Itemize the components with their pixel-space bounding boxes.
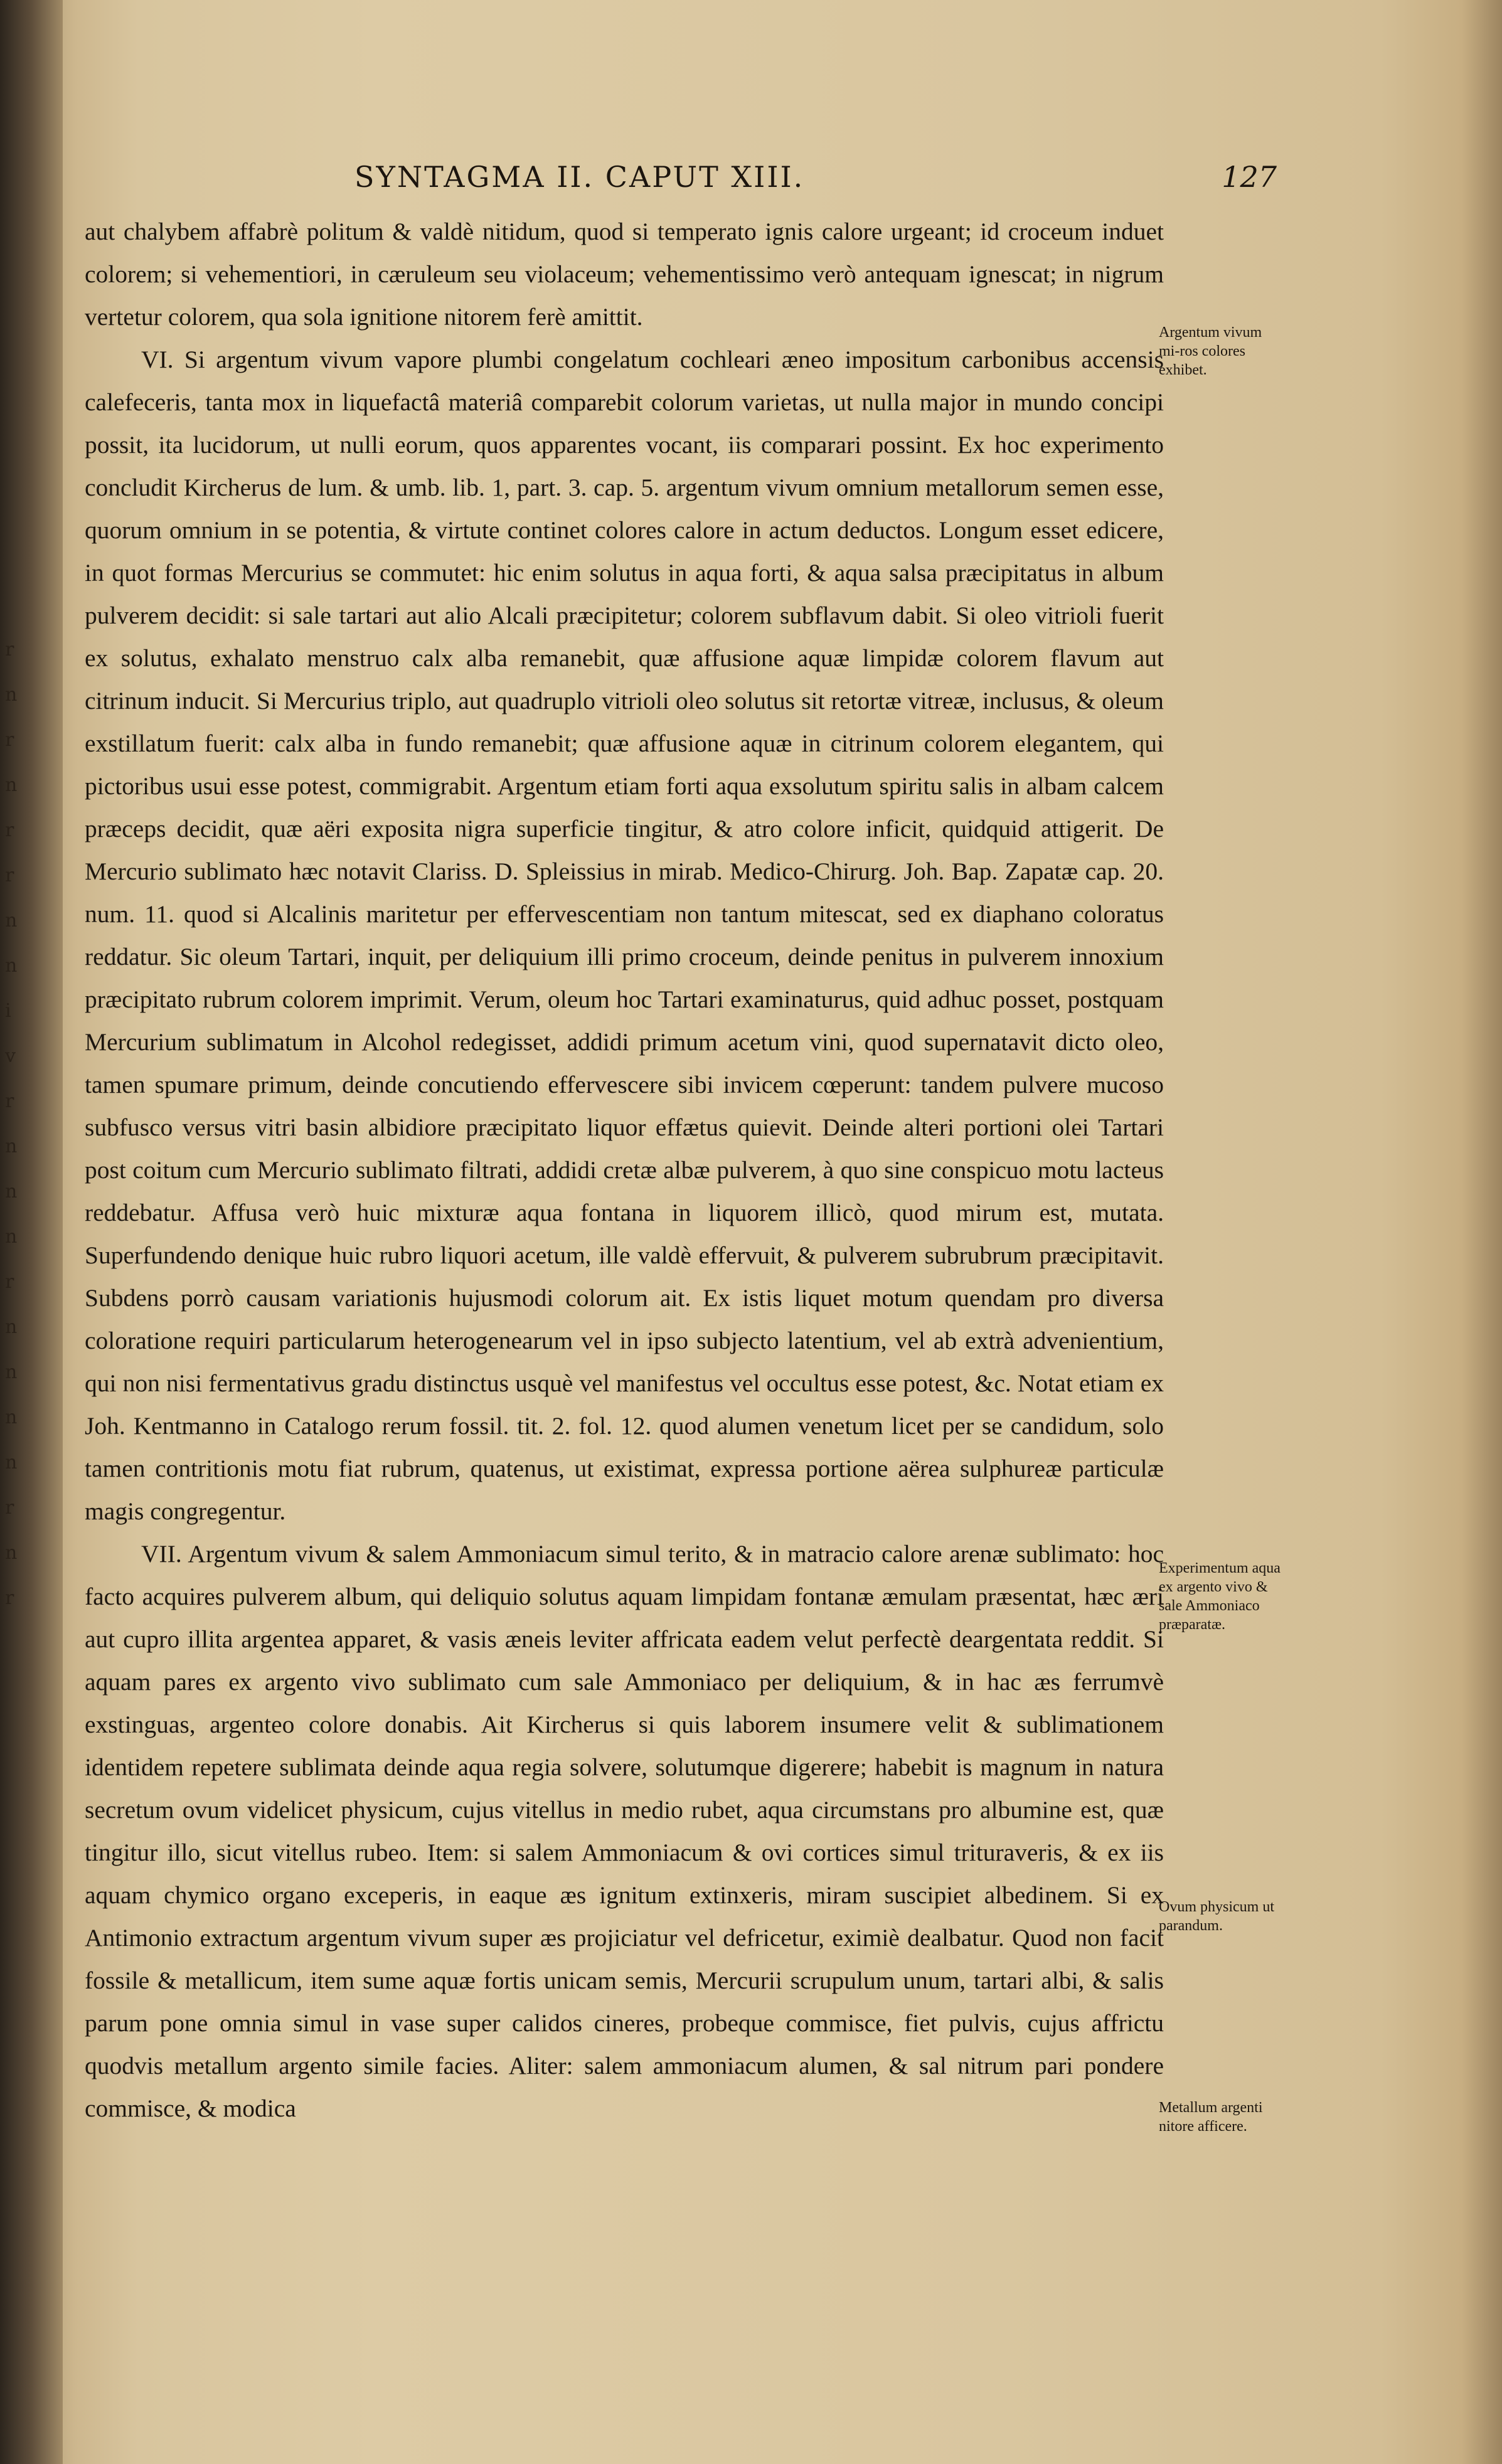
page-header	[354, 160, 1277, 204]
running-head: SYNTAGMA II. CAPUT XIII.	[354, 160, 805, 194]
margin-note-ovum: Ovum physicum ut parandum.	[1159, 1899, 1274, 1934]
margin-note-metallum: Metallum argenti nitore afficere.	[1159, 2100, 1263, 2135]
page-body	[85, 210, 1164, 2130]
margin-note-argentum: Argentum vivum mi-ros colores exhibet.	[1159, 324, 1262, 378]
book-page	[85, 100, 1474, 2421]
paragraph-vii: VII. Argentum vivum & salem Ammoniacum simul terito, & in matracio calore arenæ sublimato: hoc facto acquires pulverem album, qui deliquio solutus aquam limpidam fontanæ æmulam præsentat, hæc æri aut cupro illita argentea apparet, & vasis æneis leviter affricata eadem velut perfectè deargentata reddit. Si aquam pares ex argento vivo sublimato cum sale Ammoniaco per deliquium, & in hac æs ferrumvè exstinguas, argenteo colore donabis. Ait Kircherus si quis laborem insumere velit & sublimationem identidem repetere sublimata deinde aqua regia solvere, solutumque digerere; habebit is magnum in natura secretum ovum videlicet physicum, cujus vitellus in medio rubet, aqua circumstans pro albumine est, quæ tingitur illo, sicut vitellus rubeo. Item: si salem Ammoniacum & ovi cortices simul trituraveris, & ex iis aquam chymico organo exceperis, in eaque æs ignitum extinxeris, miram suscipiet albedinem. Si ex Antimonio extractum argentum vivum super æs projiciatur vel defricetur, eximiè dealbatur. Quod non facit fossile & metallicum, item sume aquæ fortis unicam semis, Mercurii scrupulum unum, tartari albi, & salis parum pone omnia simul in vase super calidos cineres, probeque commisce, fiet pulvis, cujus affrictu quodvis metallum argento simile facies. Aliter: salem ammoniacum alumen, & sal nitrum pari pondere commisce, & modica	[85, 1540, 1164, 2122]
margin-note-experimentum: Experimentum aqua ex argento vivo & sale Ammoniaco præparatæ.	[1159, 1560, 1281, 1633]
paragraph-vi: VI. Si argentum vivum vapore plumbi congelatum cochleari æneo impositum carbonibus accensis calefeceris, tanta mox in liquefactâ materiâ comparebit colorum varietas, ut nulla major in mundo concipi possit, ita lucidorum, ut nulli eorum, quos apparentes vocant, iis comparari possint. Ex hoc experimento concludit Kircherus de lum. & umb. lib. 1, part. 3. cap. 5. argentum vivum omnium metallorum semen esse, quorum omnium in se potentia, & virtute continet colores calore in actum deductos. Longum esset edicere, in quot formas Mercurius se commutet: hic enim solutus in aqua forti, & aqua salsa præcipitatus in album pulverem decidit: si sale tartari aut alio Alcali præcipitetur; colorem subflavum dabit. Si oleo vitrioli fuerit ex solutus, exhalato menstruo calx alba remanebit, quæ affusione aquæ limpidæ colorem flavum aut citrinum inducit. Si Mercurius triplo, aut quadruplo vitrioli oleo solutus sit retortæ vitreæ, inclusus, & oleum exstillatum fuerit: calx alba in fundo remanebit; quæ affusione aquæ in citrinum colorem elegantem, qui pictoribus usui esse potest, commigrabit. Argentum etiam forti aqua exsolutum spiritu salis in albam calcem præceps decidit, quæ aëri exposita nigra superficie tingitur, & atro colore inficit, quidquid attigerit. De Mercurio sublimato hæc notavit Clariss. D. Spleissius in mirab. Medico-Chirurg. Joh. Bap. Zapatæ cap. 20. num. 11. quod si Alcalinis maritetur per effervescentiam non tantum mitescat, sed ex diaphano coloratus reddatur. Sic oleum Tartari, inquit, per deliquium illi primo croceum, deinde penitus in pulverem innoxium præcipitato rubrum colorem imprimit. Verum, oleum hoc Tartari examinaturus, quid adhuc posset, postquam Mercurium sublimatum in Alcohol redegisset, addidi primum acetum vini, quod supernatavit dicto oleo, tamen spumare primum, deinde concutiendo effervescere sibi invicem cœperunt: tandem pulvere mucoso subfusco versus vitri basin albidiore præcipitato liquor effætus quievit. Deinde alteri portioni olei Tartari post coitum cum Mercurio sublimato filtrati, addidi cretæ albæ pulverem, à quo sine conspicuo motu lacteus reddebatur. Affusa verò huic mixturæ aqua fontana in liquorem illicò, quod mirum est, mutata. Superfundendo denique huic rubro liquori acetum, ille valdè effervuit, & pulverem subrubrum præcipitavit. Subdens porrò causam variationis hujusmodi colorum ait. Ex istis liquet motum quendam pro diversa coloratione requiri particularum heterogenearum vel in ipso subjecto latentium, vel ab extrà advenientium, qui non nisi fermentativus gradu distinctus usquè vel manifestus vel occultus esse potest, &c. Notat etiam ex Joh. Kentmanno in Catalogo rerum fossil. tit. 2. fol. 12. quod alumen venetum licet per se candidum, solo tamen contritionis motu fiat rubrum, quatenus, ut existimat, expressa portione aërea sulphureæ particulæ magis congregentur.	[85, 346, 1164, 1525]
paragraph-continuation: aut chalybem affabrè politum & valdè nitidum, quod si temperato ignis calore urgeant; id croceum induet colorem; si vehementiori, in cæruleum seu violaceum; vehementissimo verò antequam ignescat; in nigrum vertetur colorem, qua sola ignitione nitorem ferè amittit.	[85, 218, 1164, 331]
left-page-fragments: r n r n r r n n i v r n n n r n n n n r n r	[5, 639, 18, 1609]
page-number: 127	[1222, 160, 1277, 194]
